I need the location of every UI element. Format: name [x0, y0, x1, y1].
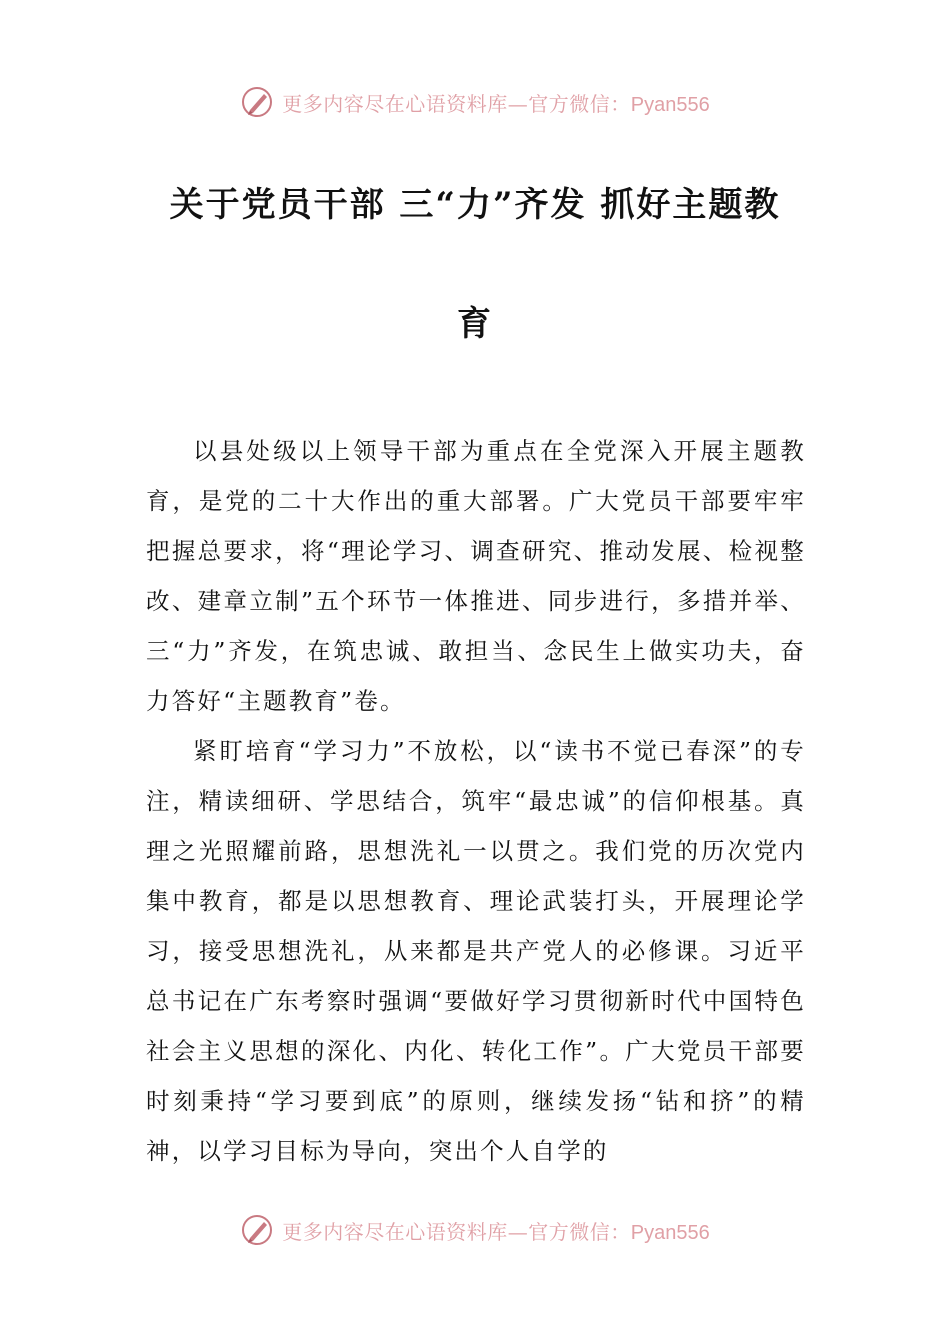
paragraph-1: 以县处级以上领导干部为重点在全党深入开展主题教育，是党的二十大作出的重大部署。广大党员干部要牢牢把握总要求，将“理论学习、调查研究、推动发展、检视整改、建章立制”五个环节一体推进、同步进行，多措并举、三“力”齐发，在筑忠诚、敢担当、念民生上做实功夫，奋力答好“主题教育”卷。: [146, 437, 806, 715]
header-watermark: [0, 82, 950, 122]
paragraph-2: 紧盯培育“学习力”不放松，以“读书不觉已春深”的专注，精读细研、学思结合，筑牢“最忠诚”的信仰根基。真理之光照耀前路，思想洗礼一以贯之。我们党的历次党内集中教育，都是以思想教育、理论武装打头，开展理论学习，接受思想洗礼，从来都是共产党人的必修课。习近平总书记在广东考察时强调“要做好学习贯彻新时代中国特色社会主义思想的深化、内化、转化工作”。广大党员干部要时刻秉持“学习要到底”的原则，继续发扬“钻和挤”的精神，以学习目标为导向，突出个人自学的: [146, 737, 806, 1165]
footer-watermark: [0, 1210, 950, 1250]
document-title-line1: 关于党员干部 三“力”齐发 抓好主题教: [169, 185, 781, 225]
watermark-label: 更多内容尽在心语资料库—官方微信：: [282, 91, 631, 116]
watermark-text: [282, 1216, 709, 1245]
pen-logo-icon: [240, 85, 274, 119]
watermark-wechat-id: Pyan556: [630, 93, 710, 116]
watermark-wechat-id: Pyan556: [630, 1221, 710, 1244]
watermark-label: 更多内容尽在心语资料库—官方微信：: [282, 1219, 631, 1244]
document-body: [146, 426, 806, 1176]
watermark-text: [282, 88, 709, 117]
pen-logo-icon: [240, 1213, 274, 1247]
document-title-line2: 育: [457, 304, 493, 344]
